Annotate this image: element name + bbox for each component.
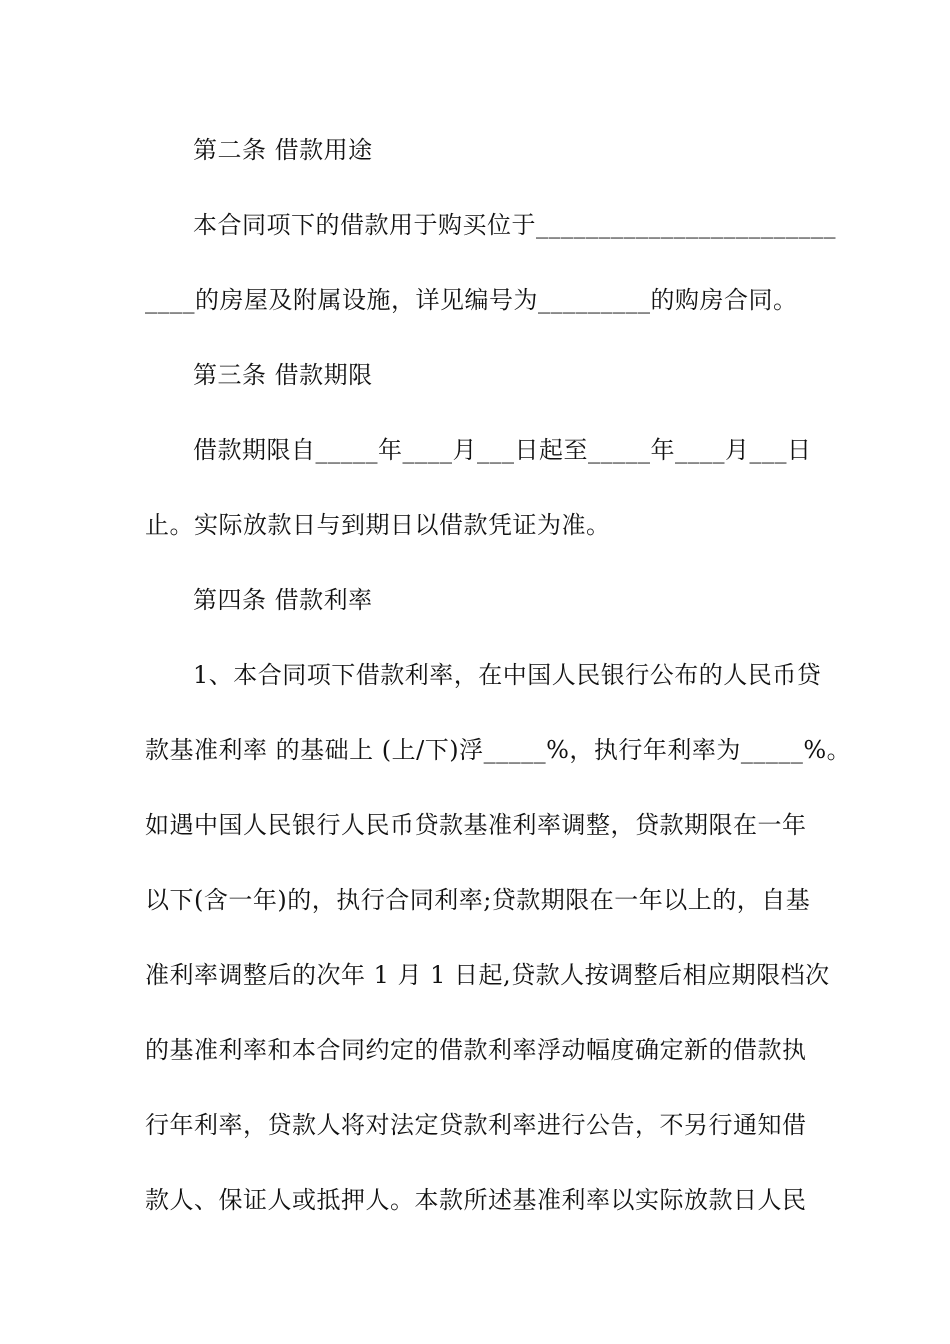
article-4-paragraph-line: 1、本合同项下借款利率，在中国人民银行公布的人民币贷 — [193, 661, 822, 689]
article-4-paragraph-line: 行年利率，贷款人将对法定贷款利率进行公告，不另行通知借 — [145, 1111, 807, 1139]
article-3-paragraph-line: 借款期限自_____年____月___日起至_____年____月___日 — [193, 436, 812, 464]
article-4-paragraph-line: 以下(含一年)的，执行合同利率;贷款期限在一年以上的，自基 — [145, 886, 811, 914]
article-3-heading: 第三条 借款期限 — [193, 361, 373, 389]
article-4-heading: 第四条 借款利率 — [193, 586, 373, 614]
article-4-paragraph-line: 的基准利率和本合同约定的借款利率浮动幅度确定新的借款执 — [145, 1036, 807, 1064]
article-4-paragraph-line: 款基准利率 的基础上 (上/下)浮_____%，执行年利率为_____%。 — [145, 736, 852, 764]
article-2-heading: 第二条 借款用途 — [193, 136, 373, 164]
article-2-paragraph-line: ____的房屋及附属设施，详见编号为_________的购房合同。 — [145, 286, 798, 314]
article-4-paragraph-line: 款人、保证人或抵押人。本款所述基准利率以实际放款日人民 — [145, 1186, 807, 1214]
article-4-paragraph-line: 如遇中国人民银行人民币贷款基准利率调整，贷款期限在一年 — [145, 811, 807, 839]
article-3-paragraph-line: 止。实际放款日与到期日以借款凭证为准。 — [145, 511, 611, 539]
article-2-paragraph-line: 本合同项下的借款用于购买位于________________________ — [193, 211, 836, 239]
article-4-paragraph-line: 准利率调整后的次年 1 月 1 日起,贷款人按调整后相应期限档次 — [145, 961, 830, 989]
